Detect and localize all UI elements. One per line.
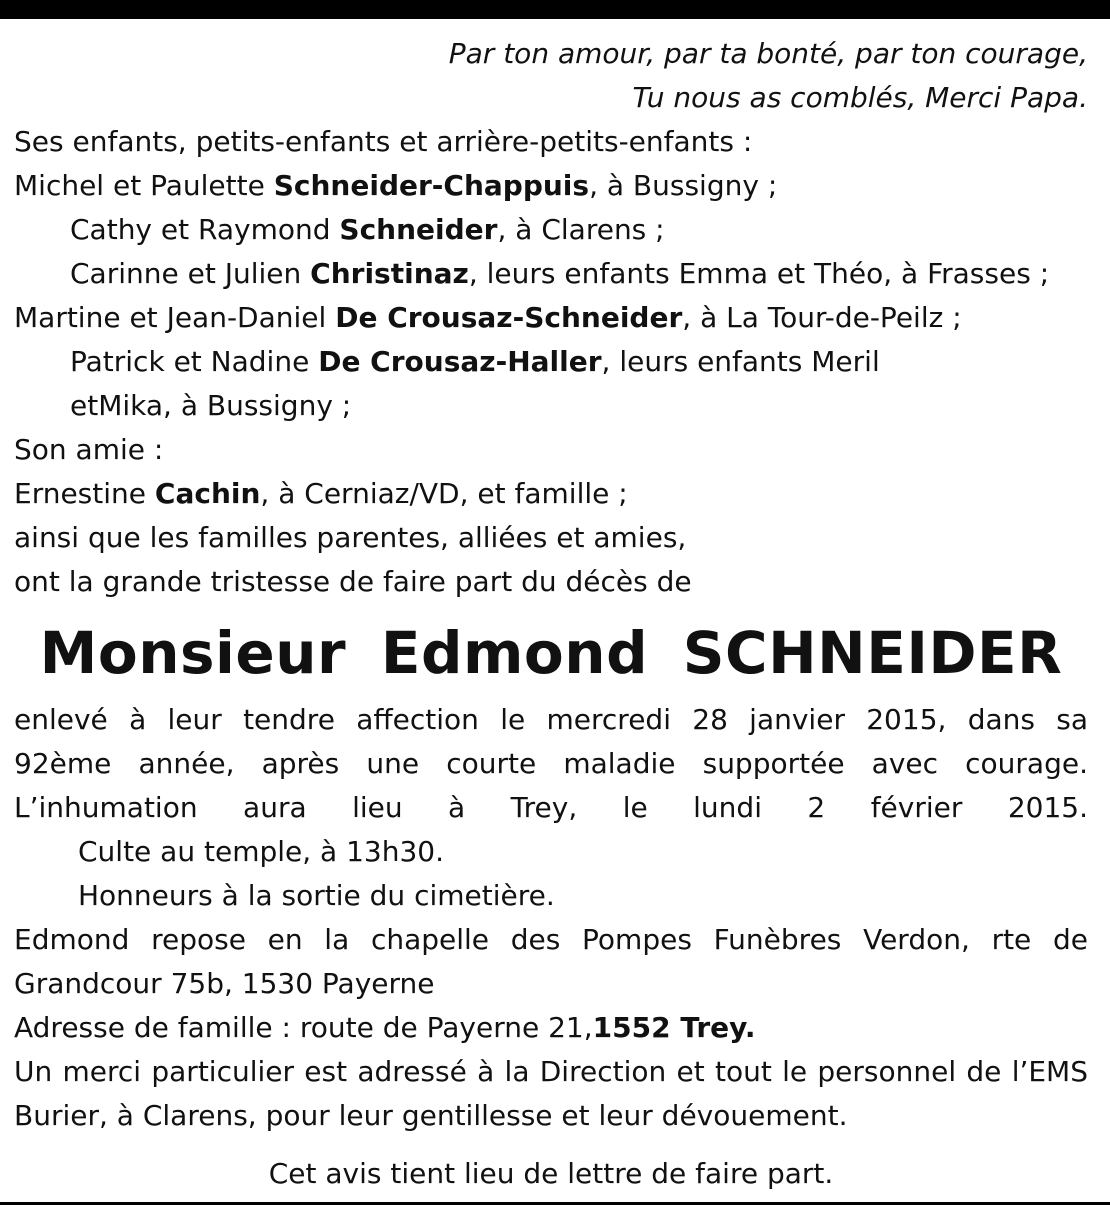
text: Cathy et Raymond	[70, 213, 340, 246]
service-time: Culte au temple, à 13h30.	[78, 835, 445, 868]
family-line	[14, 296, 1088, 340]
surname: De Crousaz-Haller	[318, 345, 602, 378]
announce-line: ont la grande tristesse de faire part du décès de	[14, 565, 692, 598]
family-intro: Ses enfants, petits-enfants et arrière-petits-enfants :	[14, 125, 753, 158]
text: Michel et Paulette	[14, 169, 274, 202]
surname: Schneider	[339, 213, 498, 246]
details	[14, 698, 1088, 1196]
family-line	[14, 340, 970, 428]
text: , à Bussigny ;	[589, 169, 778, 202]
text: Carinne et Julien	[70, 257, 311, 290]
family-line	[14, 472, 1088, 516]
text: Patrick et Nadine	[70, 345, 319, 378]
text: , à Cerniaz/VD, et famille ;	[260, 477, 628, 510]
details-line: 92ème année, après une courte maladie supportée avec courage.	[14, 747, 1088, 780]
text: , à La Tour-de-Peilz ;	[682, 301, 962, 334]
epigraph-line-1: Par ton amour, par ta bonté, par ton courage,	[448, 37, 1088, 70]
deceased-name: Monsieur Edmond SCHNEIDER	[39, 619, 1063, 687]
relatives-line: ainsi que les familles parentes, alliées et amies,	[14, 521, 687, 554]
surname: Cachin	[154, 477, 261, 510]
top-rule	[0, 0, 1110, 19]
bottom-rule	[0, 1202, 1110, 1205]
details-line: L’inhumation aura lieu à Trey, le lundi 2 février 2015.	[14, 791, 1088, 824]
thanks-paragraph: Un merci particulier est adressé à la Direction et tout le personnel de l’EMS Burier, à Clarens, pour leur gentillesse et leur dévouement.	[14, 1055, 1088, 1132]
surname: De Crousaz-Schneider	[335, 301, 683, 334]
honours-line: Honneurs à la sortie du cimetière.	[78, 879, 555, 912]
epigraph	[14, 32, 1088, 120]
family-address	[14, 1006, 1088, 1050]
text: Martine et Jean-Daniel	[14, 301, 336, 334]
address-locality: 1552 Trey.	[592, 1011, 756, 1044]
friend-intro: Son amie :	[14, 433, 164, 466]
text: , leurs enfants Meril etMika, à Bussigny ;	[70, 345, 880, 422]
surname: Christinaz	[310, 257, 469, 290]
family-list	[14, 120, 1088, 604]
family-line	[14, 164, 1088, 208]
surname: Schneider-Chappuis	[273, 169, 590, 202]
details-line: enlevé à leur tendre affection le mercredi 28 janvier 2015, dans sa	[14, 703, 1088, 736]
text: Adresse de famille : route de Payerne 21,	[14, 1011, 593, 1044]
obituary-notice	[14, 32, 1088, 1196]
text: Ernestine	[14, 477, 155, 510]
family-line	[14, 252, 1088, 296]
text: , leurs enfants Emma et Théo, à Frasses ;	[468, 257, 1050, 290]
repose-paragraph: Edmond repose en la chapelle des Pompes Funèbres Verdon, rte de Grandcour 75b, 1530 Payerne	[14, 923, 1088, 1000]
family-line	[14, 208, 1088, 252]
epigraph-line-2: Tu nous as comblés, Merci Papa.	[632, 81, 1088, 114]
closing-line: Cet avis tient lieu de lettre de faire part.	[268, 1157, 834, 1190]
text: , à Clarens ;	[497, 213, 665, 246]
